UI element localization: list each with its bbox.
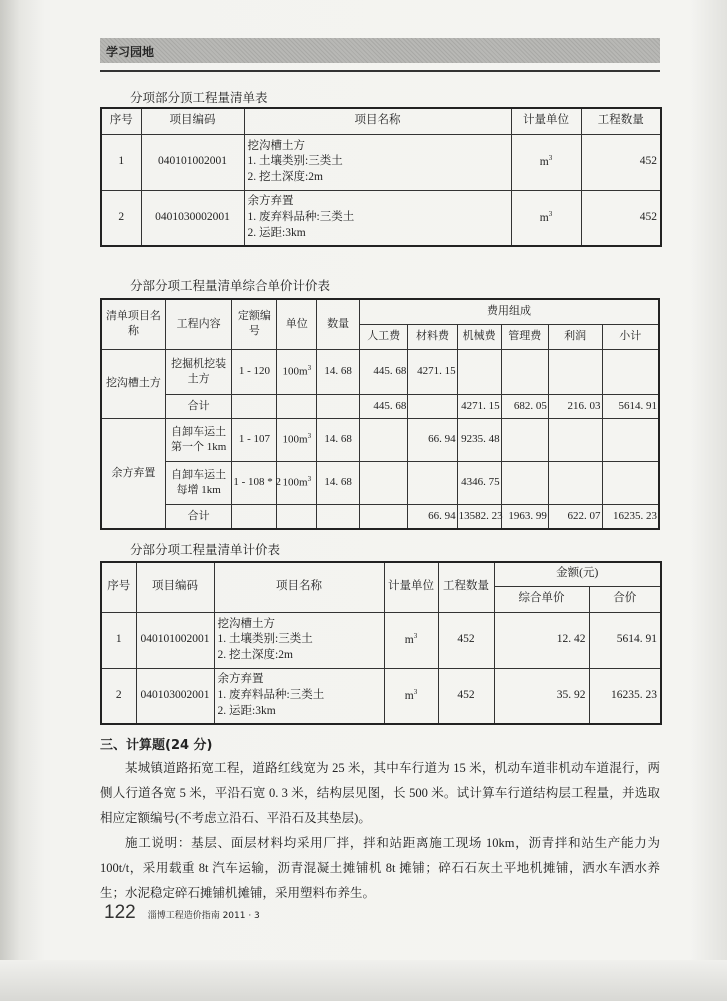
name-line: 2. 运距:3km <box>217 704 276 717</box>
cell-labor <box>360 418 408 461</box>
cell-profit <box>548 418 602 461</box>
table2 <box>100 298 660 530</box>
unit: m <box>539 155 549 168</box>
table1-title: 分项部分顶工程量清单表 <box>130 91 268 105</box>
unit-sup: 3 <box>307 363 312 372</box>
unit-sup: 3 <box>307 431 312 440</box>
col-header: 利润 <box>548 324 602 349</box>
unit: m <box>404 689 414 702</box>
cell-content: 合计 <box>165 504 232 529</box>
cell-labor: 445. 68 <box>360 394 408 418</box>
cell-unit <box>277 461 317 504</box>
cell-code: 0401030002001 <box>141 190 244 246</box>
unit: m <box>404 633 414 646</box>
table3-title: 分部分项工程量清单计价表 <box>130 543 281 557</box>
cell-labor <box>360 461 408 504</box>
unit-sup: 3 <box>413 631 418 640</box>
name-line: 1. 土壤类别:三类土 <box>247 155 343 168</box>
cell-content: 挖掘机挖装土方 <box>165 349 232 394</box>
header-rule <box>100 70 660 72</box>
cell-no: 2 <box>101 190 141 246</box>
unit: 100m <box>282 365 308 378</box>
cell-name <box>244 134 511 190</box>
unit: 100m <box>282 433 308 446</box>
cell-code: 040103002001 <box>136 668 214 724</box>
cell-unit <box>384 668 438 724</box>
table-row <box>101 504 659 529</box>
cell-qty: 452 <box>581 190 661 246</box>
cell-mgmt <box>501 349 548 394</box>
cell-content: 自卸车运土每增 1km <box>165 461 232 504</box>
cell-material: 66. 94 <box>408 418 457 461</box>
name-line: 1. 废弃料品种:三类土 <box>247 210 355 223</box>
unit-sup: 3 <box>413 687 418 696</box>
section-header-label: 学习园地 <box>106 45 155 59</box>
unit-sup: 3 <box>548 209 553 218</box>
cell-machine: 13582. 23 <box>457 504 501 529</box>
name-line: 挖沟槽土方 <box>247 139 305 152</box>
cell-labor <box>360 504 408 529</box>
unit: m <box>539 211 549 224</box>
col-header: 项目名称 <box>214 562 384 612</box>
construction-notes-paragraph: 施工说明：基层、面层材料均采用厂拌，拌和站距离施工现场 10km，沥青拌和站生产能力为 100t/t，采用载重 8t 汽车运输，沥青混凝土摊铺机 8t 摊铺；碎石石灰土平地机摊铺，洒水车洒水养生；水泥稳定碎石摊铺机摊铺，采用塑料布养生。 <box>100 836 660 900</box>
cell-total: 5614. 91 <box>589 612 661 668</box>
table3 <box>100 561 662 725</box>
name-line: 2. 挖土深度:2m <box>217 648 293 661</box>
unit-sup: 3 <box>307 474 312 483</box>
col-header: 合价 <box>589 586 661 612</box>
problem-paragraph: 某城镇道路拓宽工程，道路红线宽为 25 米，其中车行道为 15 米，机动车道非机动车道混行，两侧人行道各宽 5 米，平沿石宽 0. 3 米，结构层见图，长 500 米。试计算车行道结构层工程量，并选取相应定额编号(不考虑立沿石、平沿石及其垫层)。 <box>100 761 660 825</box>
cell-code: 040101002001 <box>141 134 244 190</box>
cell-unit <box>511 134 581 190</box>
col-header: 项目名称 <box>244 108 511 134</box>
cell-unit-price: 12. 42 <box>494 612 589 668</box>
cell-content: 合计 <box>165 394 232 418</box>
cell-material <box>408 394 457 418</box>
table-row <box>101 349 659 394</box>
cell-unit-price: 35. 92 <box>494 668 589 724</box>
cell-profit <box>548 461 602 504</box>
table2-header-row <box>101 299 659 324</box>
col-header: 序号 <box>101 108 141 134</box>
cell-unit <box>384 612 438 668</box>
col-header: 材料费 <box>408 324 457 349</box>
cell-qty: 14. 68 <box>317 461 360 504</box>
col-header: 项目编码 <box>136 562 214 612</box>
cell-mgmt: 682. 05 <box>501 394 548 418</box>
unit: 100m <box>282 476 308 489</box>
cell-machine: 9235. 48 <box>457 418 501 461</box>
cell-subtotal: 5614. 91 <box>602 394 659 418</box>
name-line: 挖沟槽土方 <box>217 617 275 630</box>
col-header: 工程数量 <box>438 562 494 612</box>
cell-no: 1 <box>101 134 141 190</box>
cell-quota: 1 - 108 * 2 <box>232 461 277 504</box>
cell-material <box>408 461 457 504</box>
table-row <box>101 612 661 668</box>
cell-profit <box>548 349 602 394</box>
col-header: 计量单位 <box>384 562 438 612</box>
name-line: 余方弃置 <box>217 673 264 686</box>
cell-profit: 622. 07 <box>548 504 602 529</box>
cell-qty <box>317 504 360 529</box>
cell-machine: 4271. 15 <box>457 394 501 418</box>
name-line: 1. 废弃料品种:三类土 <box>217 688 325 701</box>
cell-item-name: 余方弃置 <box>101 418 165 529</box>
page-number: 122 <box>104 902 136 923</box>
cell-content: 自卸车运土第一个 1km <box>165 418 232 461</box>
table-row <box>101 418 659 461</box>
col-header: 工程内容 <box>165 299 232 349</box>
cell-unit <box>277 504 317 529</box>
cell-no: 1 <box>101 612 136 668</box>
cell-mgmt <box>501 461 548 504</box>
cell-code: 040101002001 <box>136 612 214 668</box>
cell-material: 66. 94 <box>408 504 457 529</box>
name-line: 2. 挖土深度:2m <box>247 170 323 183</box>
cell-unit <box>511 190 581 246</box>
cell-qty: 14. 68 <box>317 418 360 461</box>
cell-mgmt: 1963. 99 <box>501 504 548 529</box>
table-row <box>101 394 659 418</box>
table-row <box>101 190 661 246</box>
cell-quota: 1 - 107 <box>232 418 277 461</box>
col-header: 清单项目名称 <box>101 299 165 349</box>
section-heading: 三、计算题(24 分) <box>100 738 213 753</box>
col-header: 定额编号 <box>232 299 277 349</box>
col-header: 金额(元) <box>494 562 661 586</box>
col-header: 人工费 <box>360 324 408 349</box>
cell-subtotal: 16235. 23 <box>602 504 659 529</box>
col-header: 计量单位 <box>511 108 581 134</box>
col-header: 序号 <box>101 562 136 612</box>
cell-qty: 452 <box>581 134 661 190</box>
page-bottom-shade <box>0 960 727 1001</box>
table-row <box>101 461 659 504</box>
table3-header-row <box>101 562 661 586</box>
cell-qty: 452 <box>438 612 494 668</box>
cell-item-name: 挖沟槽土方 <box>101 349 165 418</box>
table-row <box>101 668 661 724</box>
col-header: 费用组成 <box>360 299 659 324</box>
col-header: 单位 <box>277 299 317 349</box>
name-line: 1. 土壤类别:三类土 <box>217 633 313 646</box>
col-header: 小计 <box>602 324 659 349</box>
table-row <box>101 134 661 190</box>
col-header: 项目编码 <box>141 108 244 134</box>
cell-quota: 1 - 120 <box>232 349 277 394</box>
col-header: 数量 <box>317 299 360 349</box>
cell-name <box>244 190 511 246</box>
name-line: 余方弃置 <box>247 195 294 208</box>
table2-title: 分部分项工程量清单综合单价计价表 <box>130 279 331 293</box>
cell-quota <box>232 504 277 529</box>
cell-qty: 14. 68 <box>317 349 360 394</box>
cell-qty <box>317 394 360 418</box>
cell-unit <box>277 349 317 394</box>
cell-material: 4271. 15 <box>408 349 457 394</box>
col-header: 机械费 <box>457 324 501 349</box>
cell-name <box>214 668 384 724</box>
cell-no: 2 <box>101 668 136 724</box>
cell-subtotal <box>602 461 659 504</box>
cell-labor: 445. 68 <box>360 349 408 394</box>
magazine-name: 淄博工程造价指南 2011 · 3 <box>147 911 260 921</box>
name-line: 2. 运距:3km <box>247 226 306 239</box>
cell-machine: 4346. 75 <box>457 461 501 504</box>
cell-machine <box>457 349 501 394</box>
unit-sup: 3 <box>548 153 553 162</box>
cell-unit <box>277 418 317 461</box>
cell-total: 16235. 23 <box>589 668 661 724</box>
section-header-bar <box>100 38 660 63</box>
cell-name <box>214 612 384 668</box>
cell-qty: 452 <box>438 668 494 724</box>
col-header: 管理费 <box>501 324 548 349</box>
cell-profit: 216. 03 <box>548 394 602 418</box>
cell-quota <box>232 394 277 418</box>
cell-mgmt <box>501 418 548 461</box>
page-footer <box>104 902 260 924</box>
col-header: 工程数量 <box>581 108 661 134</box>
cell-subtotal <box>602 418 659 461</box>
table1-header-row <box>101 108 661 134</box>
cell-unit <box>277 394 317 418</box>
cell-subtotal <box>602 349 659 394</box>
table1 <box>100 107 662 247</box>
col-header: 综合单价 <box>494 586 589 612</box>
